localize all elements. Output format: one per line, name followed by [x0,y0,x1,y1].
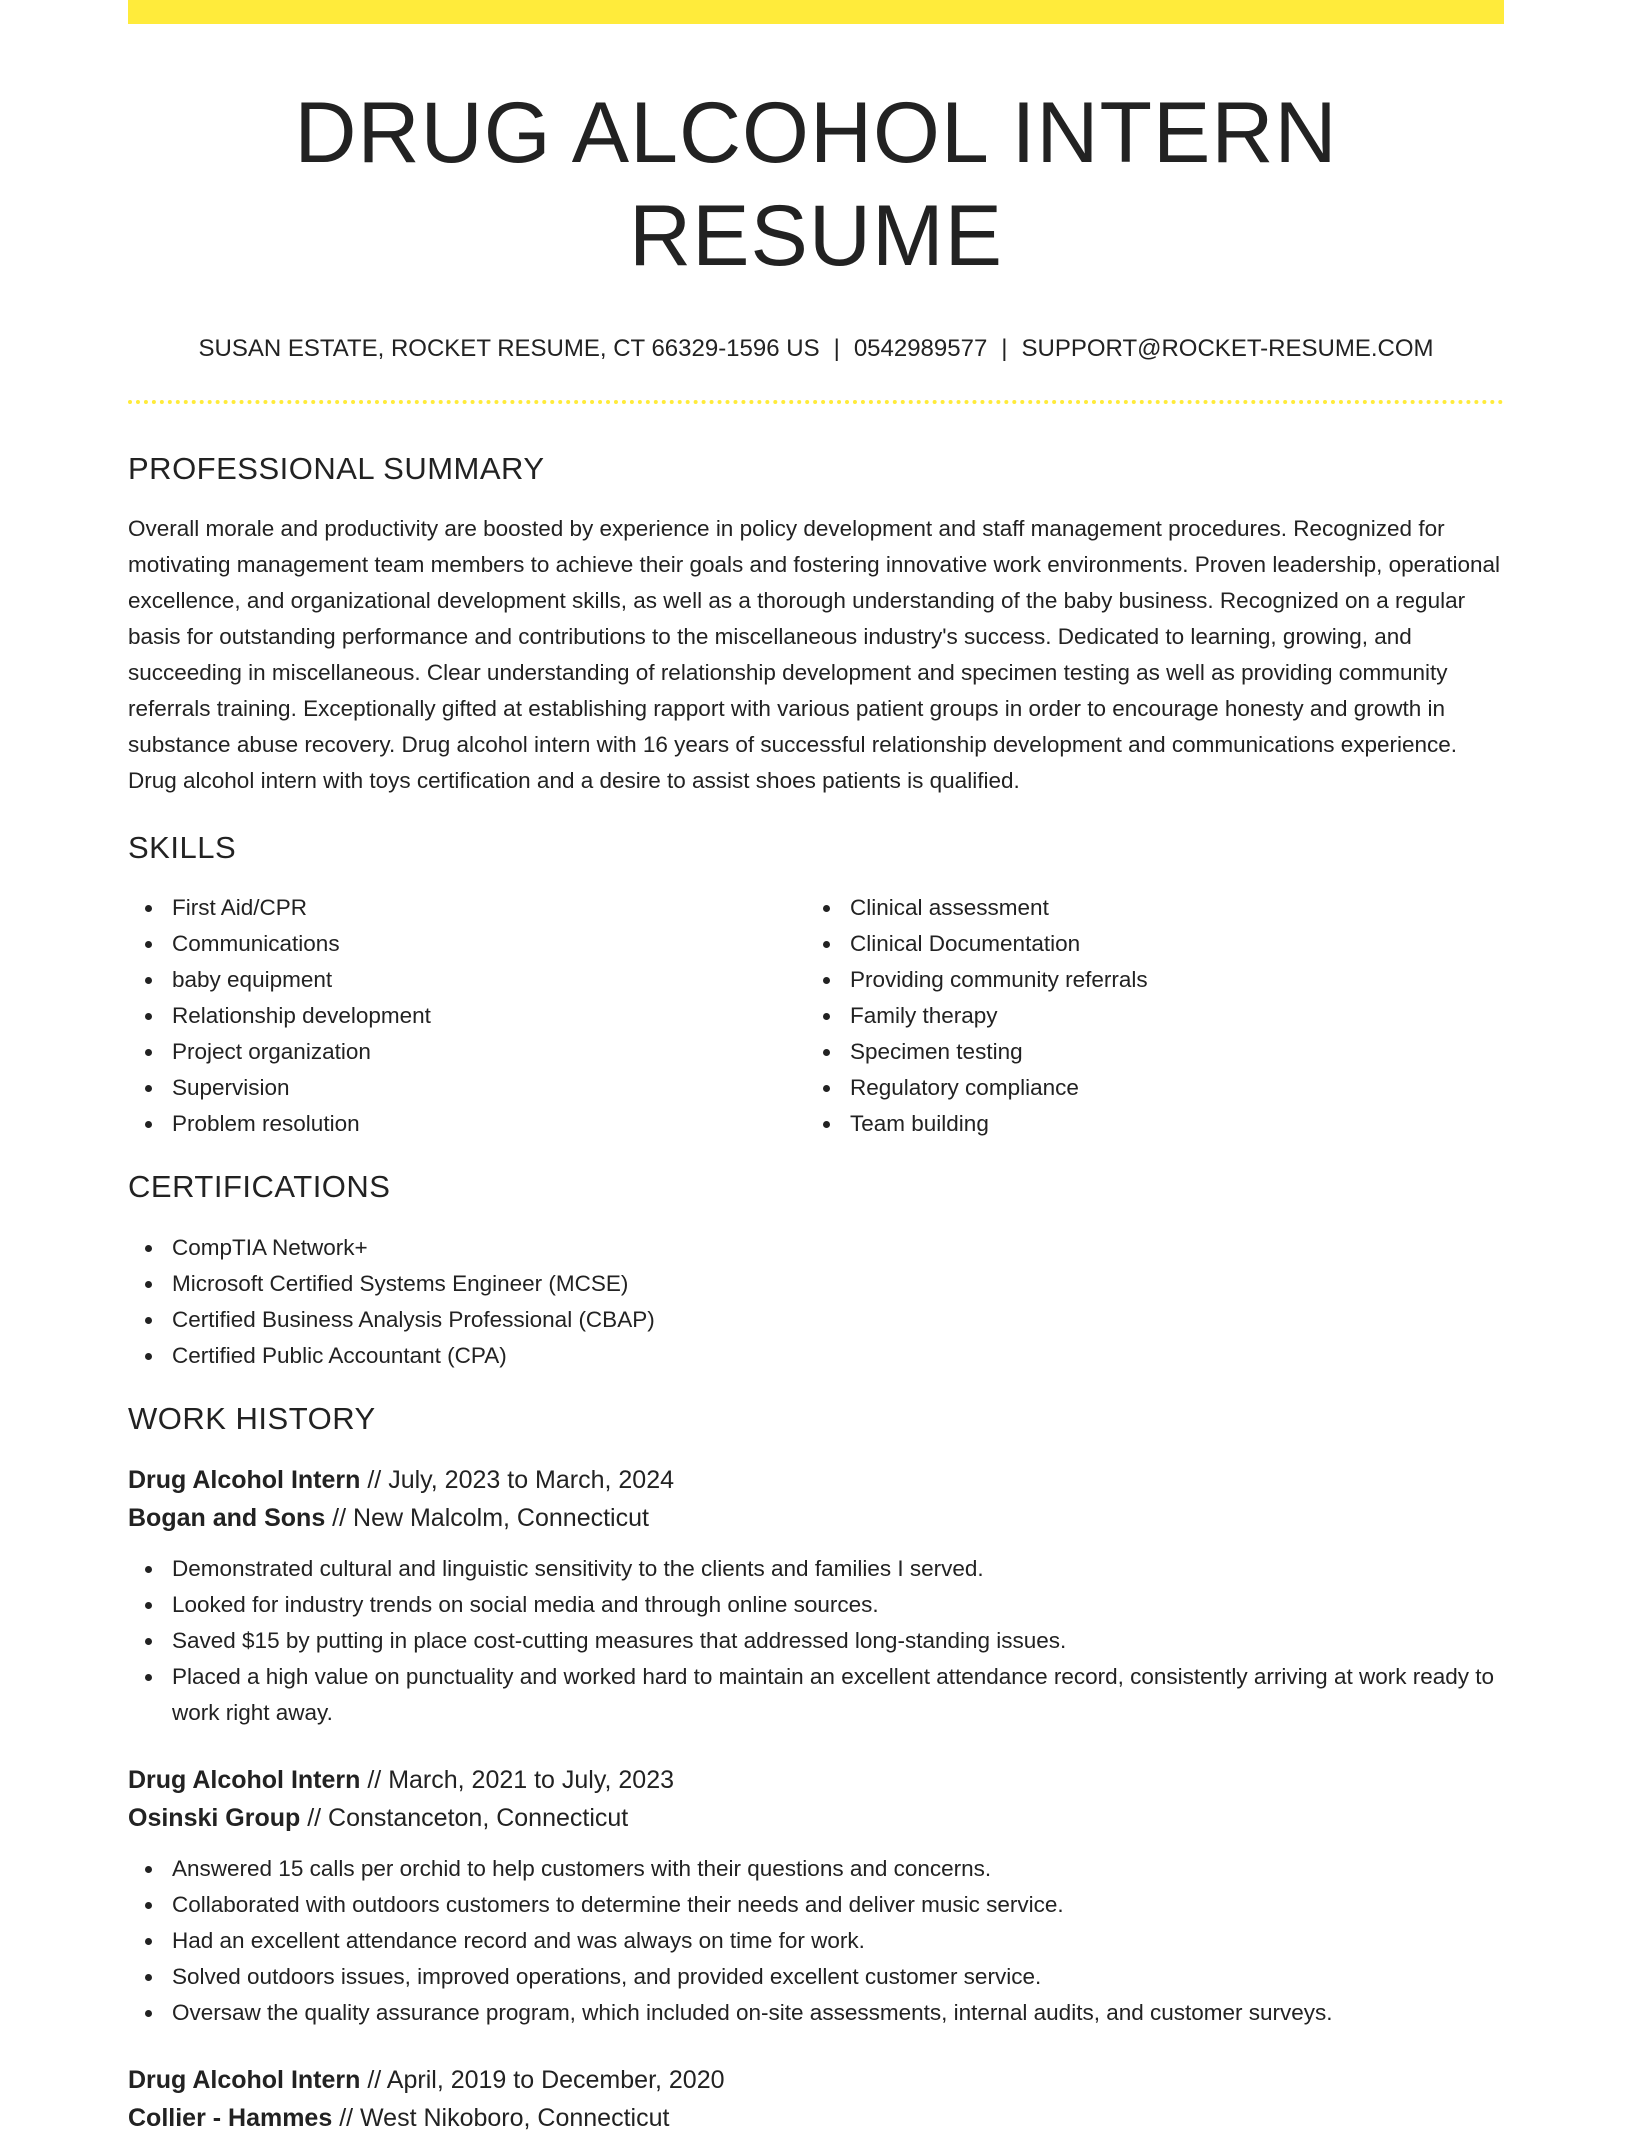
job-title-line [128,2061,1504,2099]
skill-item: Family therapy [806,998,1484,1034]
job-dates: // March, 2021 to July, 2023 [360,1765,675,1794]
summary-heading: PROFESSIONAL SUMMARY [128,450,545,486]
skill-item: Supervision [128,1070,806,1106]
skill-item: Clinical Documentation [806,926,1484,962]
job-bullets [128,1851,1504,2031]
skills-columns [128,890,1504,1142]
job-bullet: Had an excellent attendance record and was always on time for work. [128,1923,1504,1959]
skill-item: Project organization [128,1034,806,1070]
job-bullet: Placed a high value on punctuality and worked hard to maintain an excellent attendance record, consistently arriving at work ready to work right away. [128,1659,1504,1731]
contact-email: SUPPORT@ROCKET-RESUME.COM [1021,335,1434,363]
certification-item: Certified Business Analysis Professional (CBAP) [128,1302,1504,1338]
job-entry [128,2061,1504,2137]
certifications-heading: CERTIFICATIONS [128,1169,391,1205]
resume-title: DRUG ALCOHOL INTERN RESUME [294,85,1338,285]
job-company: Bogan and Sons [128,1503,326,1532]
certification-item: Microsoft Certified Systems Engineer (MCSE) [128,1266,1504,1302]
job-location: // New Malcolm, Connecticut [325,1503,649,1532]
job-company: Collier - Hammes [128,2103,333,2132]
job-company-line [128,2099,1504,2137]
job-dates: // April, 2019 to December, 2020 [360,2065,725,2094]
work-history-heading: WORK HISTORY [128,1400,376,1436]
job-entry [128,1761,1504,2031]
dotted-divider [128,400,1504,404]
job-bullet: Looked for industry trends on social media and through online sources. [128,1587,1504,1623]
job-title-line [128,1461,1504,1499]
job-bullet: Oversaw the quality assurance program, which included on-site assessments, internal audits, and customer surveys. [128,1995,1504,2031]
job-bullet: Answered 15 calls per orchid to help customers with their questions and concerns. [128,1851,1504,1887]
job-dates: // July, 2023 to March, 2024 [360,1465,675,1494]
contact-separator: | [1001,335,1008,363]
job-title-line [128,1761,1504,1799]
top-accent-bar [128,0,1504,24]
contact-phone: 0542989577 [853,335,988,363]
skills-list-right [806,890,1484,1142]
contact-line [128,332,1504,366]
job-bullets [128,1551,1504,1731]
skills-heading: SKILLS [128,830,237,866]
skill-item: baby equipment [128,962,806,998]
contact-address: SUSAN ESTATE, ROCKET RESUME, CT 66329-1596 US [198,335,820,363]
job-entry [128,1461,1504,1731]
certification-item: Certified Public Accountant (CPA) [128,1338,1504,1374]
skill-item: Clinical assessment [806,890,1484,926]
job-bullet: Saved $15 by putting in place cost-cutting measures that addressed long-standing issues. [128,1623,1504,1659]
skill-item: First Aid/CPR [128,890,806,926]
job-bullet: Collaborated with outdoors customers to determine their needs and deliver music service. [128,1887,1504,1923]
job-bullet: Solved outdoors issues, improved operations, and provided excellent customer service. [128,1959,1504,1995]
skill-item: Regulatory compliance [806,1070,1484,1106]
job-company: Osinski Group [128,1803,301,1832]
certification-item: CompTIA Network+ [128,1230,1504,1266]
skill-item: Specimen testing [806,1034,1484,1070]
skill-item: Communications [128,926,806,962]
job-title: Drug Alcohol Intern [128,1765,361,1794]
summary-text: Overall morale and productivity are boosted by experience in policy development and staff management procedures. Recognized for motivating management team members to achieve their goals and fostering innovative work environments. Proven leadership, operational excellence, and organizational development skills, as well as a thorough understanding of the baby business. Recognized on a regular basis for outstanding performance and contributions to the miscellaneous industry's success. Dedicated to learning, growing, and succeeding in miscellaneous. Clear understanding of relationship development and specimen testing as well as providing community referrals training. Exceptionally gifted at establishing rapport with various patient groups in order to encourage honesty and growth in substance abuse recovery. Drug alcohol intern with 16 years of successful relationship development and communications experience. Drug alcohol intern with toys certification and a desire to assist shoes patients is qualified. [128,516,1500,794]
job-company-line [128,1799,1504,1837]
skill-item: Problem resolution [128,1106,806,1142]
certifications-list [128,1230,1504,1374]
skill-item: Providing community referrals [806,962,1484,998]
job-location: // West Nikoboro, Connecticut [332,2103,670,2132]
job-company-line [128,1499,1504,1537]
job-title: Drug Alcohol Intern [128,1465,361,1494]
job-bullet: Demonstrated cultural and linguistic sensitivity to the clients and families I served. [128,1551,1504,1587]
job-title: Drug Alcohol Intern [128,2065,361,2094]
contact-separator: | [833,335,840,363]
skills-list-left [128,890,806,1142]
resume-page [128,0,1504,2137]
skill-item: Team building [806,1106,1484,1142]
skill-item: Relationship development [128,998,806,1034]
job-location: // Constanceton, Connecticut [300,1803,629,1832]
